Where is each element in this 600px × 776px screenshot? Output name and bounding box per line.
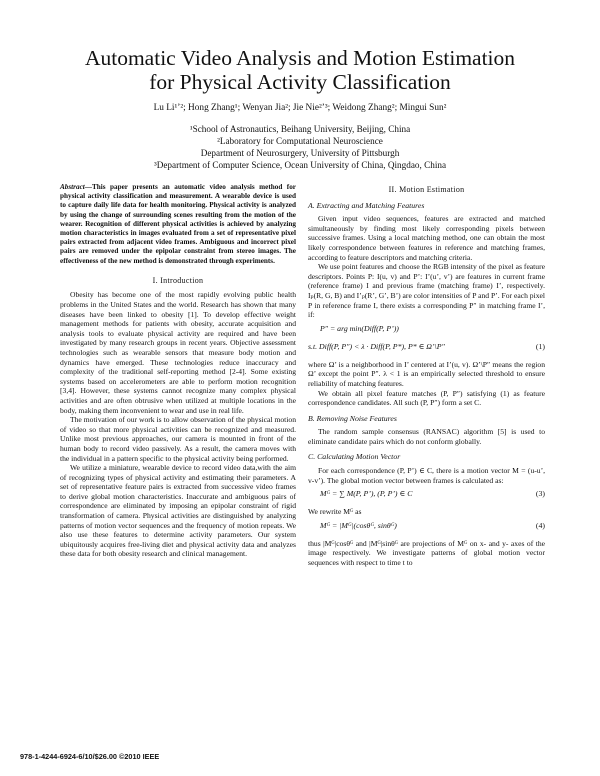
section-c-paragraph-2: thus |Mᴳ|cosθᴳ and |Mᴳ|sinθᴳ are projections of Mᴳ on x- and y- axes of the image respectively. We investigate patterns of global motion vector sequences with respect to time t to — [308, 538, 545, 568]
section-b-paragraph-1: The random sample consensus (RANSAC) algorithm [5] is used to eliminate candidate pairs which do not conform globally. — [308, 427, 545, 446]
equation-1-line-2 — [308, 342, 545, 356]
paper-title-line2: for Physical Activity Classification — [149, 70, 451, 94]
left-column — [60, 183, 296, 559]
abstract-text: This paper presents an automatic video analysis method for physical activity classification and measurement. A wearable device is used to capture daily life data for health monitoring. Physical activity is analyzed by using the change of surrounding scenes resulting from the motion of the wearer. Recognition of different physical activities is achieved by analyzing motion characteristics in images evaluated from a set of representative pixel pairs extracted from adjacent video frames. Ambiguous and incorrect pixel pairs are removed under the epipolar constraint from stereo images. The effectiveness of the new method is demonstrated through experiments. — [60, 183, 296, 265]
section-a-paragraph-1: Given input video sequences, features are extracted and matched simultaneously by finding most likely corresponding pixels between successive frames. Using a local matching method, one can obtain the most likely correspondence between features in reference and matching frames, according to feature descriptors and matching criteria. — [308, 214, 545, 262]
equation-1a: P″ = arg min(Diff(P, P’)) — [320, 323, 399, 333]
equation-3-number: (3) — [535, 489, 545, 499]
intro-paragraph-2: The motivation of our work is to allow observation of the physical motion of video so that more physical activities can be recognized and measured. Unlike most previous approaches, our camera is mounted in front of the human body to record video passively. As a result, the camera moves with the individual in a pattern specific to the physical activity being performed. — [60, 415, 296, 463]
right-column — [308, 183, 545, 568]
equation-1b: s.t. Diff(P, P″) < λ · Diff(P, P*), P* ∈ Ω’\P″ — [308, 341, 445, 351]
section-c-paragraph-1: For each correspondence (P, P’) ∈ C, there is a motion vector M = (u-u’, v-v’). The global motion vector between frames is calculated as: — [308, 466, 545, 485]
section-heading-motion-estimation: II. Motion Estimation — [388, 185, 465, 194]
abstract-label: Abstract— — [60, 183, 92, 191]
equation-4-number: (4) — [535, 520, 545, 530]
paper-title-line1: Automatic Video Analysis and Motion Estimation — [84, 46, 516, 70]
affiliation-1: ¹School of Astronautics, Beihang University, Beijing, China — [189, 124, 411, 134]
section-a-paragraph-2: We use point features and choose the RGB intensity of the pixel as feature descriptors. Points P: I(u, v) and P’: I’(u’, v’) are features in current frame (reference frame) I and previous frame (matching frame) I’, respectively. Iₚ(R, G, B) and I’ₚ(R’, G’, B’) are color intensities of P and P’. For each pixel P in reference frame I, there exists a corresponding P″ in matching frame I’, if: — [308, 262, 545, 320]
subsection-heading-b: B. Removing Noise Features — [308, 413, 397, 423]
affiliation-4: ³Department of Computer Science, Ocean University of China, Qingdao, China — [153, 160, 447, 170]
equation-4-body: Mᴳ = |Mᴳ|(cosθᴳ, sinθᴳ) — [320, 520, 397, 530]
intro-paragraph-3: We utilize a miniature, wearable device to record video data,with the aim of recognizing types of physical activity and estimating their parameters. A set of representative feature pairs is extracted from successive video frames to derive global motion characteristics. Inaccurate and ambiguous pairs of correspondence are eliminated by imposing an epipolar constraint of rigid transformation of camera. Physical activities are distinguished by analyzing patterns of motion vector sequences and the frequency of motion repeats. We also use these features to determine activity parameters. Our system ubiquitously acquires free-living diet and physical activity data and analyzes these data for both obesity research and clinical management. — [60, 463, 296, 559]
equation-3-body: Mᴳ = ∑ M(P, P’), (P, P’) ∈ C — [320, 489, 413, 499]
section-c-rewrite: We rewrite Mᴳ as — [308, 507, 362, 517]
equation-4 — [308, 521, 545, 535]
affiliation-3: Department of Neurosurgery, University of Pittsburgh — [200, 148, 400, 158]
equation-1-number: (1) — [535, 341, 545, 351]
equation-1-line-1 — [308, 324, 545, 338]
section-a-paragraph-4: We obtain all pixel feature matches (P, P″) satisfying (1) as feature correspondence candidates. All such (P, P″) form a set C. — [308, 388, 545, 408]
section-a-paragraph-3: where Ω’ is a neighborhood in I’ centered at I’(u, v). Ω’\P″ means the region Ω’ except the point P″. λ < 1 is an empirically selected threshold to ensure reliability of matching features. — [308, 359, 545, 388]
abstract — [60, 183, 296, 266]
subsection-heading-c: C. Calculating Motion Vector — [308, 452, 401, 462]
subsection-heading-a: A. Extracting and Matching Features — [308, 200, 425, 210]
equation-3 — [308, 489, 545, 503]
intro-paragraph-1: Obesity has become one of the most rapidly evolving public health problems in the United States and the world. Research has shown that many diseases have been linked to obesity [1]. To develop effective weight management methods for patients with obesity, accurate acquisition and analysis tools to evaluate physical activity are required and have been investigated by many research groups in recent years. Objective assessment technologies such as wearable sensors that measure body motion and dynamics have emerged. These technologies reduce inaccuracy and complexity of the traditional self-reporting method [2-4]. Some existing systems based on accelerometers are able to perform motion recognition [3,4]. However, these systems cannot recognize many complex physical activities and are often obtrusive when utilized at multiple locations in the body, making them inconvenient to wear and use in real life. — [60, 290, 296, 415]
affiliation-2: ²Laboratory for Computational Neuroscience — [217, 136, 383, 146]
copyright-footer: 978-1-4244-6924-6/10/$26.00 ©2010 IEEE — [20, 752, 160, 761]
author-list: Lu Li¹ʼ²; Hong Zhang¹; Wenyan Jia²; Jie Nie²ʼ³; Weidong Zhang²; Mingui Sun² — [153, 103, 447, 113]
section-heading-introduction: I. Introduction — [152, 275, 204, 285]
